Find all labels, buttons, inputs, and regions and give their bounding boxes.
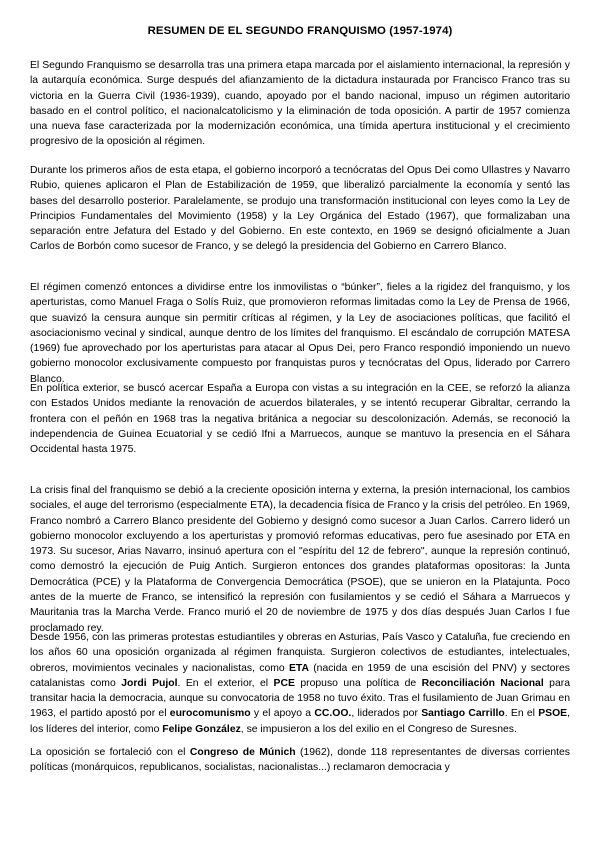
paragraph: En política exterior, se buscó acercar España a Europa con vistas a su integración en la CEE, se reforzó la alianza con Estados Unidos mediante la renovación de acuerdos bilaterales, y se intentó recuperar Gibraltar, cerrando la frontera con el peñón en 1968 tras la negativa británica a negociar su descolonización. Además, se reconoció la independencia de Guinea Ecuatorial y se cedió Ifni a Marruecos, aunque se mantuvo la presencia en el Sáhara Occidental hasta 1975. [30, 383, 570, 456]
text-run: y el apoyo a [250, 708, 315, 720]
bold-term: eurocomunismo [169, 708, 251, 720]
paragraph-opposition [30, 630, 570, 737]
bold-term: ETA [288, 662, 309, 674]
text-run: , liderados por [351, 708, 422, 720]
bold-term: Congreso de Múnich [189, 747, 296, 758]
text-run: , se impusieron a los del exilio en el Congreso de Suresnes. [240, 723, 517, 735]
bold-term: Reconciliación Nacional [421, 677, 544, 689]
text-run: para transitar hacia la democracia, aunque su convocatoria de 1958 no tuvo éxito. Tras el fusilamiento de Juan Grimau en 1963, el partido apostó por el [30, 677, 570, 720]
text-run: La oposición se fortaleció con el [30, 747, 190, 758]
paragraph-congress [30, 745, 570, 776]
bold-term: PCE [273, 677, 295, 689]
bold-term: Felipe González [162, 723, 241, 735]
text-run: (1962), donde 118 representantes de diversas corrientes políticas (monárquicos, republicanos, socialistas, nacionalistas...) reclamaron democracia y [30, 747, 570, 774]
document-title: RESUMEN DE EL SEGUNDO FRANQUISMO (1957-1974) [147, 25, 453, 37]
text-run: . En el [504, 708, 539, 720]
bold-term: PSOE [538, 708, 568, 720]
paragraph: La crisis final del franquismo se debió a la creciente oposición interna y externa, la presión internacional, los cambios sociales, el auge del terrorismo (especialmente ETA), la decadencia física de Franco y la crisis del petróleo. En 1969, Franco nombró a Carrero Blanco presidente del Gobierno y designó como sucesor a Juan Carlos. Carrero lideró un gobierno monocolor excluyendo a los aperturistas y promovió reformas educativas, pero fue asesinado por ETA en 1973. Su sucesor, Arias Navarro, insinuó apertura con el "espíritu del 12 de febrero", aunque la represión continuó, como demostró la ejecución de Puig Antich. Surgieron entonces dos grandes plataformas opositoras: la Junta Democrática (PCE) y la Plataforma de Convergencia Democrática (PSOE), que se unieron en la Platajunta. Poco antes de la muerte de Franco, se intensificó la represión con fusilamientos y se cedió el Sáhara a Marruecos y Mauritania tras la Marcha Verde. Franco murió el 20 de noviembre de 1975 y dos días después Juan Carlos I fue proclamado rey. [30, 485, 570, 634]
bold-term: CC.OO. [314, 708, 352, 720]
text-run: (nacida en 1959 de una escisión del PNV) y sectores catalanistas como [30, 662, 570, 689]
bold-term: Santiago Carrillo [421, 708, 505, 720]
text-run: Desde 1956, con las primeras protestas estudiantiles y obreras en Asturias, País Vasco y Cataluña, fue creciendo en los años 60 una oposición organizada al régimen franquista. Surgieron colectivos de estudiantes, intelectuales, obreros, movimientos vecinales y nacionalistas, como [30, 632, 570, 674]
text-run: propuso una política de [294, 677, 422, 689]
text-run: , los líderes del interior, como [30, 708, 570, 735]
bold-term: Jordi Pujol [121, 677, 178, 689]
paragraph: El Segundo Franquismo se desarrolla tras una primera etapa marcada por el aislamiento internacional, la represión y la autarquía económica. Surge después del afianzamiento de la dictadura instaurada por Francisco Franco tras su victoria en la Guerra Civil (1936-1939), cuando, apoyado por el bando nacional, impuso un régimen autoritario basado en el control político, el nacionalcatolicismo y la eliminación de toda oposición. A partir de 1957 comienza una nueva fase caracterizada por la modernización económica, una tímida apertura institucional y el crecimiento progresivo de la oposición al régimen. [30, 60, 570, 148]
text-run: . En el exterior, el [177, 677, 274, 689]
paragraph: El régimen comenzó entonces a dividirse entre los inmovilistas o “búnker”, fieles a la rigidez del franquismo, y los aperturistas, como Manuel Fraga o Solís Ruiz, que promovieron reformas limitadas como la Ley de Prensa de 1966, que suavizó la censura aunque sin permitir críticas al régimen, y la Ley de asociaciones políticas, que facilitó el asociacionismo vecinal y sindical, aunque dentro de los límites del franquismo. El escándalo de corrupción MATESA (1969) fue aprovechado por los aperturistas para atacar al Opus Dei, pero Franco respondió imponiendo un nuevo gobierno monocolor exclusivamente compuesto por franquistas puros y tecnócratas del Opus, liderado por Carrero Blanco. [30, 282, 570, 385]
paragraph: Durante los primeros años de esta etapa, el gobierno incorporó a tecnócratas del Opus Dei como Ullastres y Navarro Rubio, quienes aplicaron el Plan de Estabilización de 1959, que liberalizó parcialmente la economía y sentó las bases del desarrollo posterior. Paralelamente, se produjo una transformación institucional con leyes como la Ley de Principios Fundamentales del Movimiento (1958) y la Ley Orgánica del Estado (1967), que formalizaban una separación entre Jefatura del Estado y del Gobierno. En este contexto, en 1969 se designó oficialmente a Juan Carlos de Borbón como sucesor de Franco, y se delegó la presidencia del Gobierno en Carrero Blanco. [30, 165, 570, 253]
